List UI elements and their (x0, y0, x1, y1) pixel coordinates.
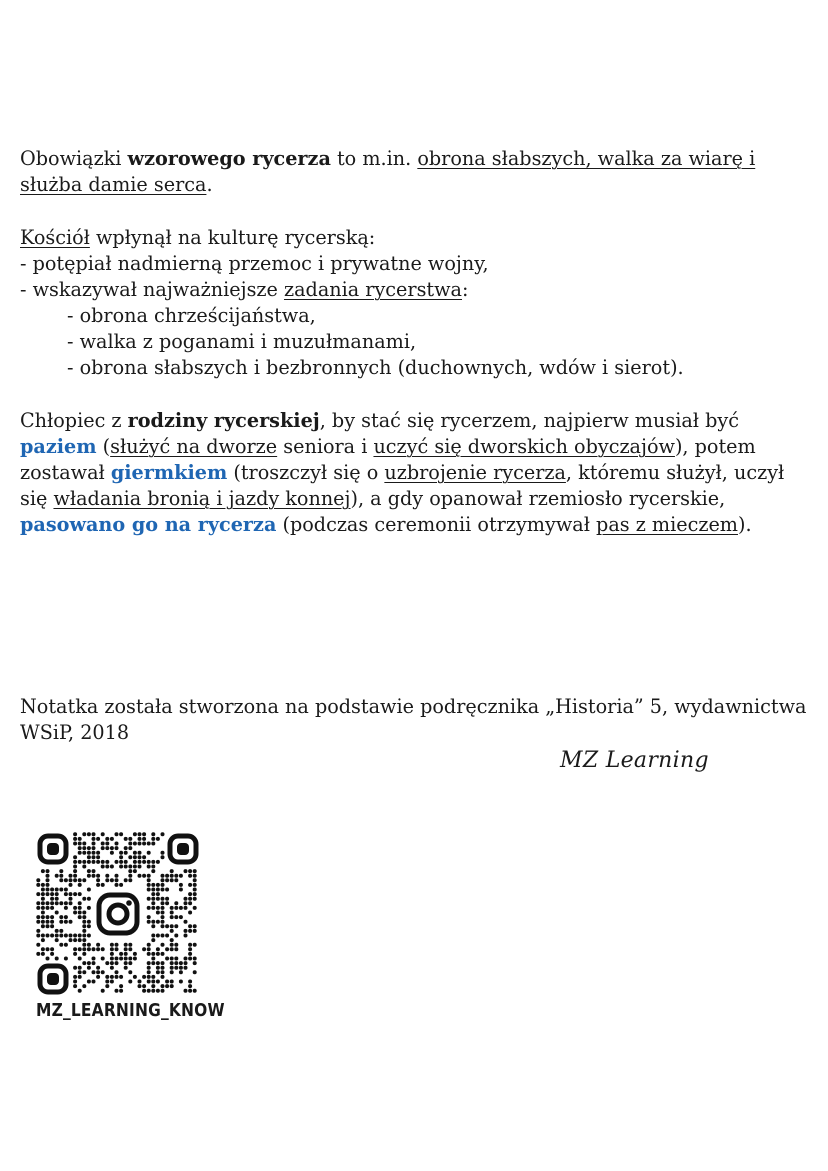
instagram-icon (94, 890, 142, 938)
paragraph-knight-duties: Obowiązki wzorowego rycerza to m.in. obrona słabszych, walka za wiarę i służba damie serca. (20, 147, 756, 196)
list-item: - wskazywał najważniejsze zadania rycerstwa: (20, 278, 469, 301)
qr-caption: MZ_LEARNING_KNOW (36, 1000, 225, 1021)
signature: MZ Learning (560, 748, 709, 773)
sub-list-item: - walka z poganami i muzułmanami, (67, 330, 417, 353)
qr-code-icon (36, 832, 200, 1000)
list-item: - potępiał nadmierną przemoc i prywatne wojny, (20, 252, 489, 275)
paragraph-knight-path: Chłopiec z rodziny rycerskiej, by stać się rycerzem, najpierw musiał być paziem (służyć na dworze seniora i uczyć się dworskich obyczajów), potem zostawał giermkiem (troszczył się o uzbrojenie rycerza, któremu służył, uczył się władania bronią i jazdy konnej), a gdy opanował rzemiosło rycerskie, pasowano go na rycerza (podczas ceremonii otrzymywał pas z mieczem). (20, 409, 785, 536)
sub-list-item: - obrona słabszych i bezbronnych (duchownych, wdów i sierot). (67, 356, 684, 379)
source-note: Notatka została stworzona na podstawie podręcznika „Historia” 5, wydawnictwa WSiP, 2018 (20, 695, 807, 744)
paragraph-church-influence: Kościół wpłynął na kulturę rycerską: - potępiał nadmierną przemoc i prywatne wojny, - wskazywał najważniejsze zadania rycerstwa: - obrona chrześcijaństwa, - walka z poganami i muzułmanami, - obrona słabszych i bezbronnych (duchownych, wdów i sierot). (20, 225, 810, 381)
sub-list-item: - obrona chrześcijaństwa, (67, 304, 316, 327)
